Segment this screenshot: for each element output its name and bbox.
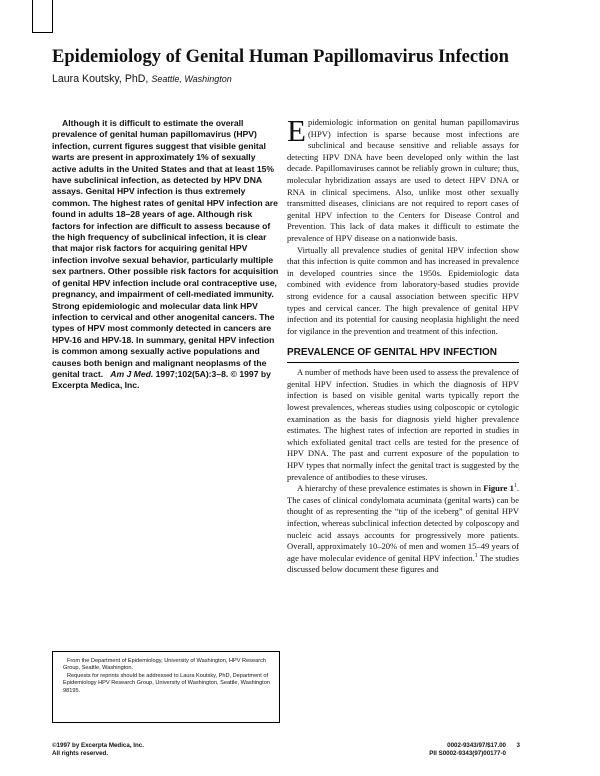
footnote-affiliation: From the Department of Epidemiology, University of Washington, HPV Research Group, Seattle, Washington. <box>63 658 266 672</box>
section-heading: PREVALENCE OF GENITAL HPV INFECTION <box>287 347 519 363</box>
issn-line: 0002-9343/97/$17.00 <box>447 742 506 749</box>
citation-ref[interactable]: 1 <box>513 483 517 490</box>
figure-reference[interactable]: Figure 1 <box>483 483 514 494</box>
citation-ref[interactable]: 1 <box>474 552 478 559</box>
byline <box>52 72 552 86</box>
affiliation-footnote <box>52 651 280 723</box>
author-name: Laura Koutsky, PhD, <box>52 73 149 85</box>
abstract-citation-details: 1997;102(5A):3–8. © 1997 by Excerpta Medica, Inc. <box>52 368 271 391</box>
copyright-line: ©1997 by Excerpta Medica, Inc. <box>52 742 144 749</box>
footnote-reprints: Requests for reprints should be addressed to Laura Koutsky, PhD, Department of Epidemiology HPV Research Group, University of Washington, Seattle, Washington 98195. <box>63 672 270 694</box>
corner-mark <box>33 0 53 33</box>
author-location: Seattle, Washington <box>151 74 232 84</box>
body-paragraph-4: A hierarchy of these prevalence estimates is shown in Figure $1^1$. The cases of clinical condylomata acuminata (genital warts) can be thought of as representing the “tip of the iceberg” of genital HPV infection, whereas subclinical infection detected by colposcopy and nucleic acid assays accounts for progressively more patients. Overall, approximately 10–20% of men and women 15–49 years of age have molecular evidence of genital HPV infection.$^1$ The studies discussed below document these figures and <box>287 483 519 575</box>
body-paragraph-1: Epidemiologic information on genital human papillomavirus (HPV) infection is sparse because most infections are subclinical and because sensitive and reliable assays for detecting HPV DNA have been developed only within the last decade. Papillomaviruses cannot be reliably grown in culture; thus, molecular hybridization assays are used to detect HPV DNA or RNA in clinical specimens. Also, unlike most other sexually transmitted diseases, clinicians are not required to report cases of genital HPV infection to the Centers for Disease Control and Prevention. This lack of data makes it difficult to estimate the prevalence of HPV disease on a nationwide basis. <box>287 113 519 243</box>
drop-cap: E <box>287 113 306 148</box>
abstract-text: Although it is difficult to estimate the overall prevalence of genital human papillomavirus (HPV) infection, current figures suggest that visible genital warts are present in approximately 1% of sexually active adults in the United States and that at least 15% have subclinical infection, as detected by HPV DNA assays. Genital HPV infection is thus extremely common. The highest rates of genital HPV infection are found in adults 18–28 years of age. Although risk factors for infection are difficult to assess because of the high frequency of subclinical infection, it is clear that major risk factors for acquiring genital HPV infection involve sexual behavior, particularly multiple sex partners. Other possible risk factors for acquisition of genital HPV infection include oral contraceptive use, pregnancy, and impairment of cell-mediated immunity. Strong epidemiologic and molecular data link HPV infection to cervical and other anogenital cancers. The types of HPV most commonly detected in cancers are HPV-16 and HPV-18. In summary, genital HPV infection is common among sexually active populations and causes both benign and malignant neoplasms of the genital tract. <box>52 118 279 379</box>
body-paragraph-2: Virtually all prevalence studies of genital HPV infection show that this infection is quite common and has increased in prevalence in developed countries since the 1950s. Epidemiologic data combined with evidence from laboratory-based studies provide strong evidence for a causal association between specific HPV types and cervical cancer. The high prevalence of genital HPV infection and its potential for causing neoplasia highlight the need for vigilance in the prevention and treatment of this infection. <box>287 244 519 336</box>
abstract-citation-journal: Am J Med. <box>110 368 154 379</box>
article-title: Epidemiology of Genital Human Papillomavirus Infection <box>52 47 509 67</box>
body-paragraph-3: A number of methods have been used to assess the prevalence of genital HPV infection. Studies in which the diagnosis of HPV infection is based on visible genital warts typically report the lowest prevalences, whereas studies using colposcopic or cytologic examination as the basis for diagnosis yield higher prevalence estimates. The highest rates of infection are reported in studies in which exfoliated genital tract cells are tested for the presence of HPV DNA. The past and current exposure of the population to HPV types that normally infect the genital tract is suggested by the prevalence of antibodies to these viruses. <box>287 367 519 482</box>
footer-identifiers <box>380 742 520 758</box>
body-column <box>287 113 519 576</box>
rights-line: All rights reserved. <box>52 750 109 757</box>
abstract <box>52 118 280 392</box>
pii-line: PII S0002-9343(97)00177-0 <box>429 750 506 757</box>
page-number: 3 <box>516 742 520 749</box>
footer-copyright <box>52 742 252 758</box>
